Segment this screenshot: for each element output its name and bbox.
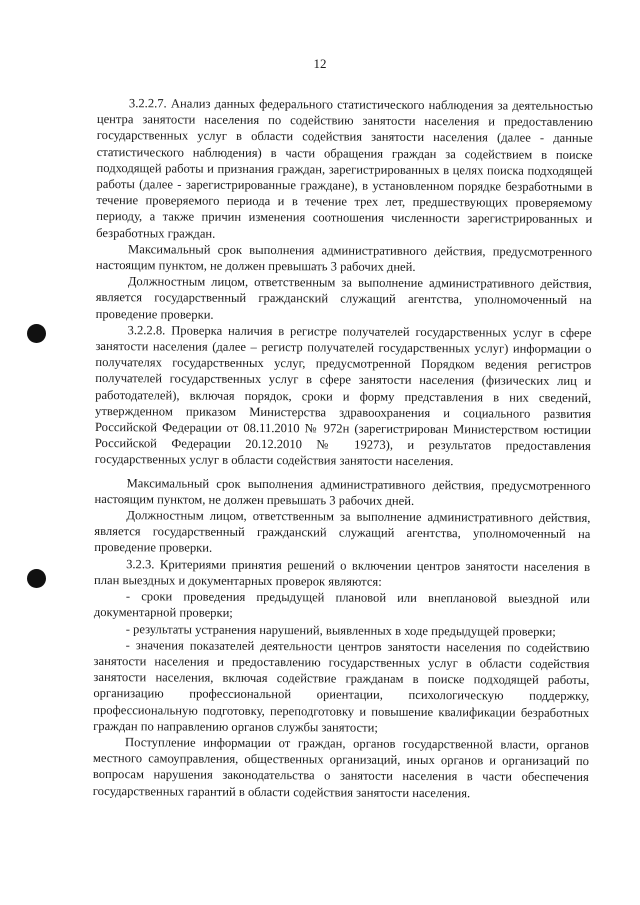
list-item-indicators: - значения показателей деятельности центров занятости населения по содействию занятости населения и предоставлению государственных услуг в области содействия занятости населения, включая содействие гражданам в поиске подходящей работы, организацию профессиональной ориентации, психологическую поддержку, профессиональную подготовку, переподготовку и повышение квалификации безработных граждан по направлению органов службы занятости;: [93, 637, 590, 735]
paragraph-max-term-2: Максимальный срок выполнения административного действия, предусмотренного настоящим пунктом, не должен превышать 3 рабочих дней.: [94, 475, 591, 508]
paragraph-3-2-2-8: 3.2.2.8. Проверка наличия в регистре получателей государственных услуг в сфере занятости населения (далее – регистр получателей государственных услуг) информации о получателях государственных услуг, предусмотренной Порядком ведения регистров получателей государственных услуг в сфере занятости населения (физических лиц и работодателей), включая порядок, сроки и форму представления в них сведений, утвержденном приказом Министерства здравоохранения и социального развития Российской Федерации от 08.11.2010 № 972н (зарегистрирован Министерством юстиции Российской Федерации 20.12.2010 № 19273), и результатов предоставления государственных услуг в области содействия занятости населения.: [94, 323, 592, 469]
paragraph-information-receipt: Поступление информации от граждан, органов государственной власти, органов местного самоуправления, общественных организаций, иных органов и организаций по вопросам нарушения законодательства о занятости населения в части обеспечения государственных гарантий в области содействия занятости населения.: [92, 735, 590, 800]
list-item-results: - результаты устранения нарушений, выявленных в ходе предыдущей проверки;: [125, 621, 556, 639]
paragraph-3-2-3: 3.2.3. Критериями принятия решений о включении центров занятости населения в план выездных и документарных проверок являются:: [93, 556, 591, 589]
list-item-terms: - сроки проведения предыдущей плановой или внеплановой выездной или документарной проверки;: [93, 589, 590, 621]
page-number: 12: [313, 56, 327, 71]
paragraph-max-term-1: Максимальный срок выполнения административного действия, предусмотренного настоящим пунктом, не должен превышать 3 рабочих дней.: [95, 242, 593, 274]
paragraph-responsible-1: Должностным лицом, ответственным за выполнение административного действия, является государственный гражданский служащий агентства, уполномоченный на проведение проверки.: [95, 274, 592, 322]
document-body: [93, 95, 593, 802]
paragraph-responsible-2: Должностным лицом, ответственным за выполнение административного действия, является государственный гражданский служащий агентства, уполномоченный на проведение проверки.: [94, 508, 591, 556]
hole-punch-mark-top: [27, 324, 46, 343]
hole-punch-mark-bottom: [27, 569, 46, 588]
paragraph-3-2-2-7: 3.2.2.7. Анализ данных федерального статистического наблюдения за деятельностью центра занятости населения по содействию занятости населения и предоставлению государственных услуг в области содействия занятости населения (далее - данные статистического наблюдения) в части обращения граждан за содействием в поиске подходящей работы и признания граждан, зарегистрированных в целях поиска подходящей работы (далее - зарегистрированные граждане), в установленном порядке безработными в течение проверяемого периода и в течение трех лет, предшествующих проверяемому периоду, а также причин изменения соотношения численности зарегистрированных и безработных граждан.: [96, 96, 593, 241]
